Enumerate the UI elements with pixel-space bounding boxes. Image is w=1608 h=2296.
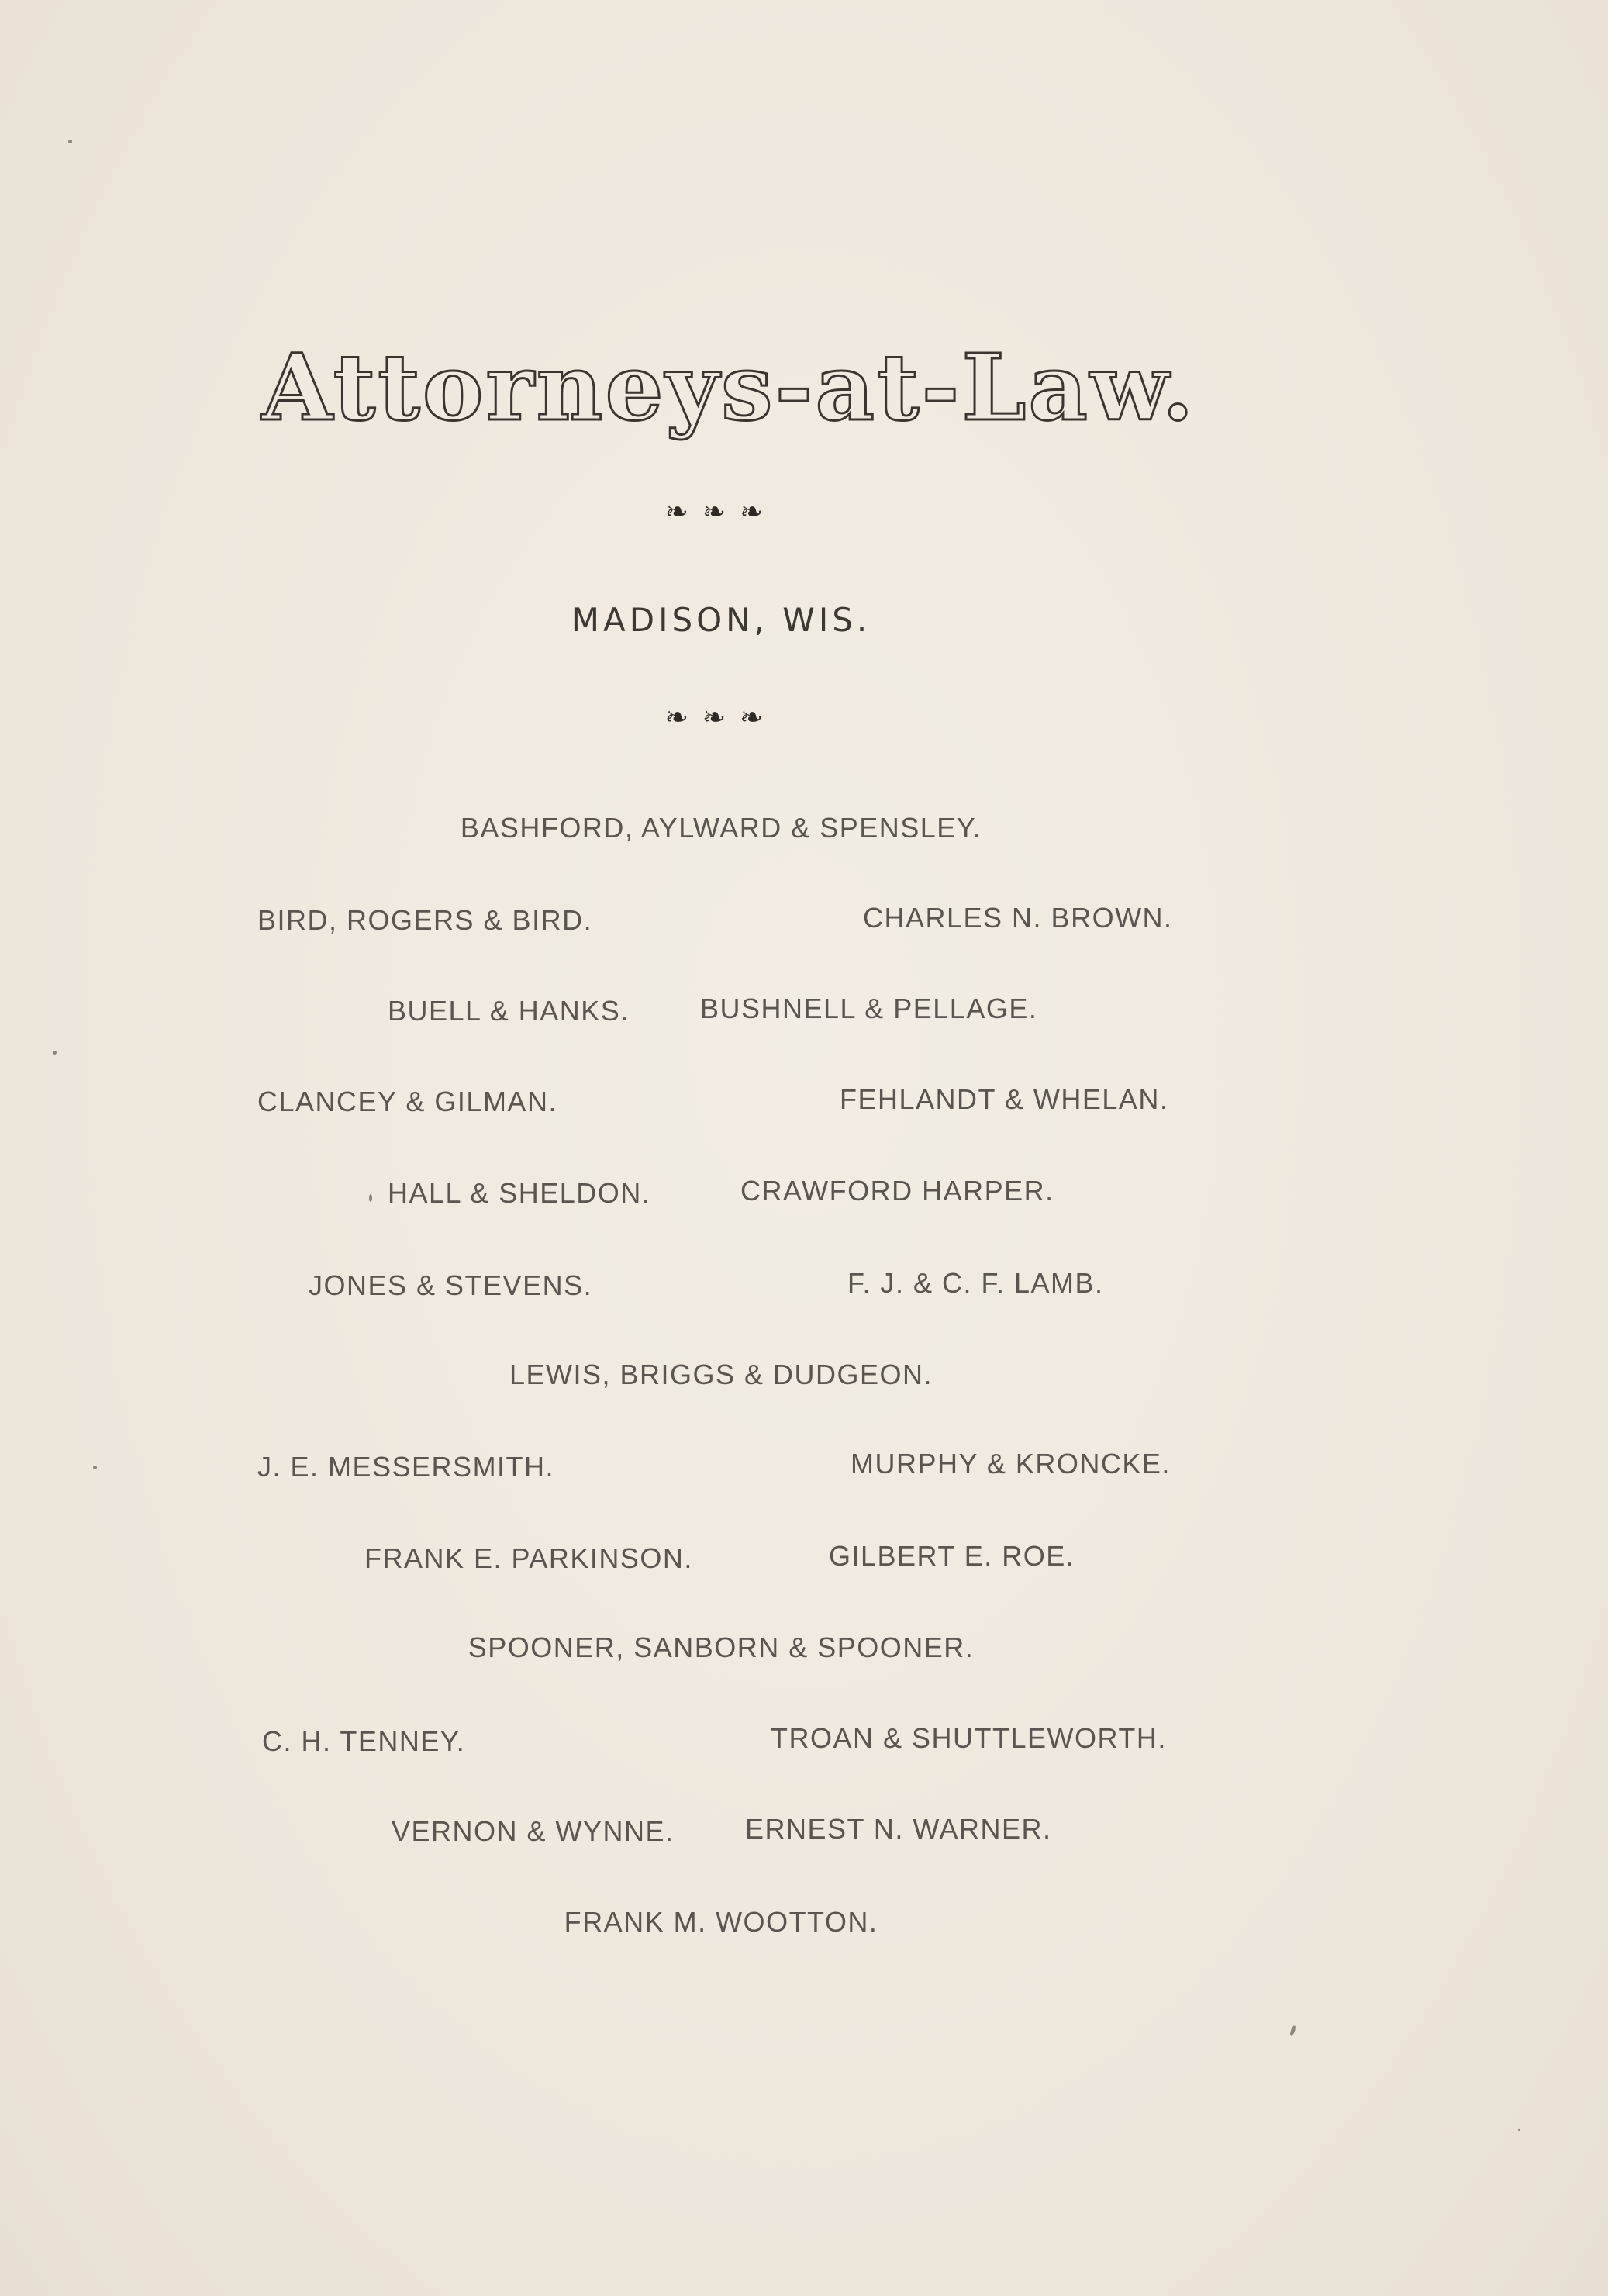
- paper-speck: [53, 1051, 57, 1055]
- fleuron-ornament-bottom: ❧❧❧: [664, 702, 778, 734]
- attorney-entry: ERNEST N. WARNER.: [745, 1813, 1052, 1845]
- attorney-entry: C. H. TENNEY.: [262, 1725, 466, 1757]
- attorney-entry: JONES & STEVENS.: [309, 1269, 593, 1301]
- attorney-entry: CHARLES N. BROWN.: [863, 902, 1173, 934]
- paper-speck: [93, 1466, 97, 1469]
- page-title: Attorneys-at-Law.: [261, 333, 1196, 441]
- attorney-entry: BASHFORD, AYLWARD & SPENSLEY.: [460, 812, 982, 844]
- paper-speck: [68, 140, 72, 143]
- paper-speck: [1518, 2129, 1520, 2131]
- attorney-entry: GILBERT E. ROE.: [829, 1540, 1075, 1572]
- attorney-entry: FRANK M. WOOTTON.: [564, 1906, 878, 1938]
- paper-speck: [1289, 2025, 1296, 2037]
- attorney-entry: CRAWFORD HARPER.: [740, 1175, 1054, 1207]
- attorney-entry: MURPHY & KRONCKE.: [851, 1448, 1171, 1479]
- attorney-entry: FRANK E. PARKINSON.: [364, 1542, 693, 1574]
- attorney-entry: J. E. MESSERSMITH.: [257, 1451, 555, 1483]
- paper-speck: [369, 1194, 372, 1202]
- attorney-entry: BUELL & HANKS.: [388, 995, 630, 1027]
- attorney-entry: TROAN & SHUTTLEWORTH.: [771, 1722, 1167, 1754]
- attorney-entry: F. J. & C. F. LAMB.: [847, 1267, 1104, 1299]
- attorney-entry: VERNON & WYNNE.: [392, 1815, 675, 1847]
- location-heading: MADISON, WIS.: [571, 601, 871, 639]
- attorney-entry: BUSHNELL & PELLAGE.: [700, 993, 1038, 1024]
- attorney-entry: BIRD, ROGERS & BIRD.: [257, 904, 593, 936]
- attorney-entry: SPOONER, SANBORN & SPOONER.: [468, 1631, 975, 1663]
- attorney-entry: FEHLANDT & WHELAN.: [840, 1083, 1169, 1115]
- attorney-entry: HALL & SHELDON.: [388, 1177, 651, 1209]
- fleuron-ornament-top: ❧❧❧: [664, 496, 778, 528]
- attorney-entry: CLANCEY & GILMAN.: [257, 1086, 557, 1117]
- attorney-entry: LEWIS, BRIGGS & DUDGEON.: [509, 1359, 933, 1390]
